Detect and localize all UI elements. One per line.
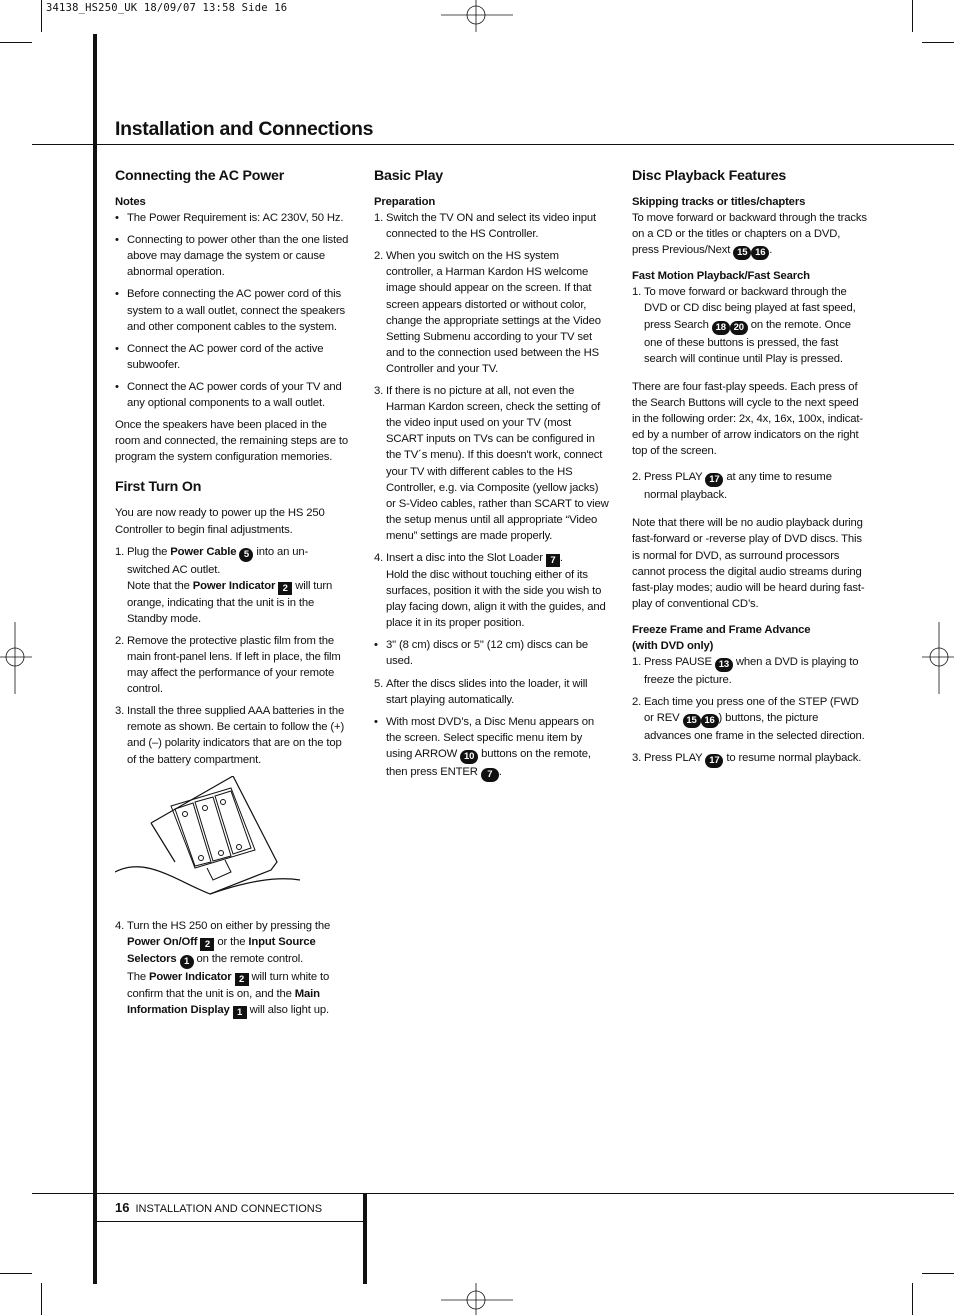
footer-section: INSTALLATION AND CONNECTIONS	[135, 1203, 323, 1215]
badge: 16	[751, 246, 769, 260]
badge: 15	[733, 246, 751, 260]
notes-label: Notes	[115, 196, 146, 208]
footer-rule	[32, 1193, 954, 1194]
badge: 1	[233, 1006, 247, 1019]
badge: 1	[180, 955, 194, 969]
paragraph: To move forward or backward through the tracks on a CD or the titles or chapters on a DVD, press Previous/Next 15 16 .	[632, 212, 867, 259]
page-footer	[115, 1200, 322, 1215]
list-item: 2. Each time you press one of the STEP (FWD or REV 15 16 ) buttons, the picture advances one frame in the selected direction.	[632, 696, 865, 743]
list-item: • Before connecting the AC power cord of this system to a wall outlet, connect the speakers and other component cables to the system.	[115, 288, 346, 333]
list-item: 2. When you switch on the HS system controller, a Harman Kardon HS welcome image should appear on the screen. If that screen appears distorted or without color, change the appropriate settings at the Video Setting Submenu according to your TV set and to the connection used between the HS Controller and your TV.	[374, 250, 601, 375]
badge: 7	[481, 768, 499, 782]
battery-compartment-illustration	[115, 776, 350, 904]
badge: 2	[200, 938, 214, 951]
badge: 17	[705, 473, 723, 487]
footer-underline	[97, 1221, 363, 1222]
badge: 13	[715, 658, 733, 672]
registration-mark-top	[441, 0, 513, 32]
registration-mark-right	[922, 622, 954, 694]
list-item: 3. If there is no picture at all, not even the Harman Kardon screen, check the setting of the video input used on your TV (most SCART inputs on TVs can be configured in the TV´s menu). If this doesn't work, connect your TV with different cables to the HS Controller, e.g. via Composite (yellow jacks) or S-Video cables, rather than SCART to view the setup menus until all appropriate “Video menu” settings are made properly.	[374, 385, 609, 542]
heading-first-turn-on: First Turn On	[115, 479, 202, 496]
list-item: • 3" (8 cm) discs or 5" (12 cm) discs can be used.	[374, 639, 588, 668]
column-basic-play	[374, 166, 609, 788]
column-ac-power	[115, 166, 350, 1025]
list-item: • Connecting to power other than the one listed above may damage the system or cause abnormal operation.	[115, 234, 349, 279]
subheading-fast-search: Fast Motion Playback/Fast Search	[632, 270, 810, 283]
list-item: 1. Switch the TV ON and select its video input connected to the HS Controller.	[374, 212, 596, 241]
list-item: • Connect the AC power cord of the active subwoofer.	[115, 342, 324, 371]
heading-basic-play: Basic Play	[374, 168, 443, 184]
badge: 7	[546, 554, 560, 567]
list-item: 1. To move forward or backward through the DVD or CD disc being played at fast speed, press Search 18 20 on the remote. Once one of these buttons is pressed, the fast search will continue until Play is pressed.	[632, 286, 856, 365]
badge: 17	[705, 754, 723, 768]
title-rule	[32, 144, 954, 145]
left-margin-bar	[93, 34, 97, 1284]
list-item: 2. Press PLAY 17 at any time to resume normal playback.	[632, 471, 832, 502]
page-number: 16	[115, 1200, 130, 1215]
list-item: 1. Plug the Power Cable 5 into an un-switched AC outlet. Note that the Power Indicator 2 will turn orange, indicating that the unit is in the Standby mode.	[115, 545, 333, 625]
heading-ac-power: Connecting the AC Power	[115, 168, 285, 184]
list-item: 4. Insert a disc into the Slot Loader 7 . Hold the disc without touching either of its surfaces, position it with the side you wish to play facing down, align it with the guides, and place it in its proper position.	[374, 551, 606, 630]
list-item: • The Power Requirement is: AC 230V, 50 Hz.	[115, 212, 344, 225]
paragraph: There are four fast-play speeds. Each press of the Search Buttons will cycle to the next speed in the following order: 2x, 4x, 16x, 100x, indicat-ed by a number of arrow indicators on the right top of the screen.	[632, 380, 863, 458]
badge: 18	[712, 321, 730, 335]
badge: 15	[683, 714, 701, 728]
paragraph: Once the speakers have been placed in the room and connected, the remaining steps are to program the system configuration memories.	[115, 419, 348, 464]
list-item: 4. Turn the HS 250 on either by pressing the Power On/Off 2 or the Input Source Selectors 1 on the remote control. The Power Indicator 2 will turn white to confirm that the unit is on, and the Main Information Display 1 will also light up.	[115, 919, 331, 1018]
registration-mark-bottom	[441, 1283, 513, 1315]
column-disc-playback	[632, 166, 867, 774]
paragraph: Note that there will be no audio playback during fast-forward or -reverse play of DVD discs. This is normal for DVD, as surround processors cannot process the digital audio streams during fast-play modes; audio will be heard during fast-play of conventional CD’s.	[632, 517, 865, 610]
badge: 2	[235, 973, 249, 986]
list-item: • Connect the AC power cords of your TV and any optional components to a wall outlet.	[115, 380, 342, 410]
preparation-label: Preparation	[374, 196, 436, 208]
badge: 5	[239, 548, 253, 562]
heading-disc-playback: Disc Playback Features	[632, 168, 787, 184]
list-item: 5. After the discs slides into the loader, it will start playing automatically.	[374, 677, 588, 706]
page-title: Installation and Connections	[115, 118, 374, 140]
footer-bar	[363, 1193, 367, 1284]
badge: 16	[701, 714, 719, 728]
badge: 2	[278, 582, 292, 595]
list-item: 3. Press PLAY 17 to resume normal playback.	[632, 752, 862, 767]
list-item: 2. Remove the protective plastic film from the main front-panel lens. If left in place, the film may affect the performance of your remote control.	[115, 634, 341, 696]
list-item: 1. Press PAUSE 13 when a DVD is playing to freeze the picture.	[632, 656, 859, 687]
paragraph: You are now ready to power up the HS 250 Controller to begin final adjustments.	[115, 507, 325, 536]
list-item: • With most DVD’s, a Disc Menu appears on the screen. Select specific menu item by using ARROW 10 buttons on the remote, then press ENTER 7 .	[374, 715, 595, 780]
badge: 10	[460, 750, 478, 764]
print-slug: 34138_HS250_UK 18/09/07 13:58 Side 16	[46, 2, 288, 14]
list-item: 3. Install the three supplied AAA batteries in the remote as shown. Be certain to follow the (+) and (–) polarity indicators that are on the top of the battery compartment.	[115, 705, 345, 766]
subheading-skipping: Skipping tracks or titles/chapters	[632, 196, 806, 208]
badge: 20	[730, 321, 748, 335]
registration-mark-left	[0, 622, 32, 694]
subheading-freeze-frame: Freeze Frame and Frame Advance (with DVD only)	[632, 623, 811, 652]
